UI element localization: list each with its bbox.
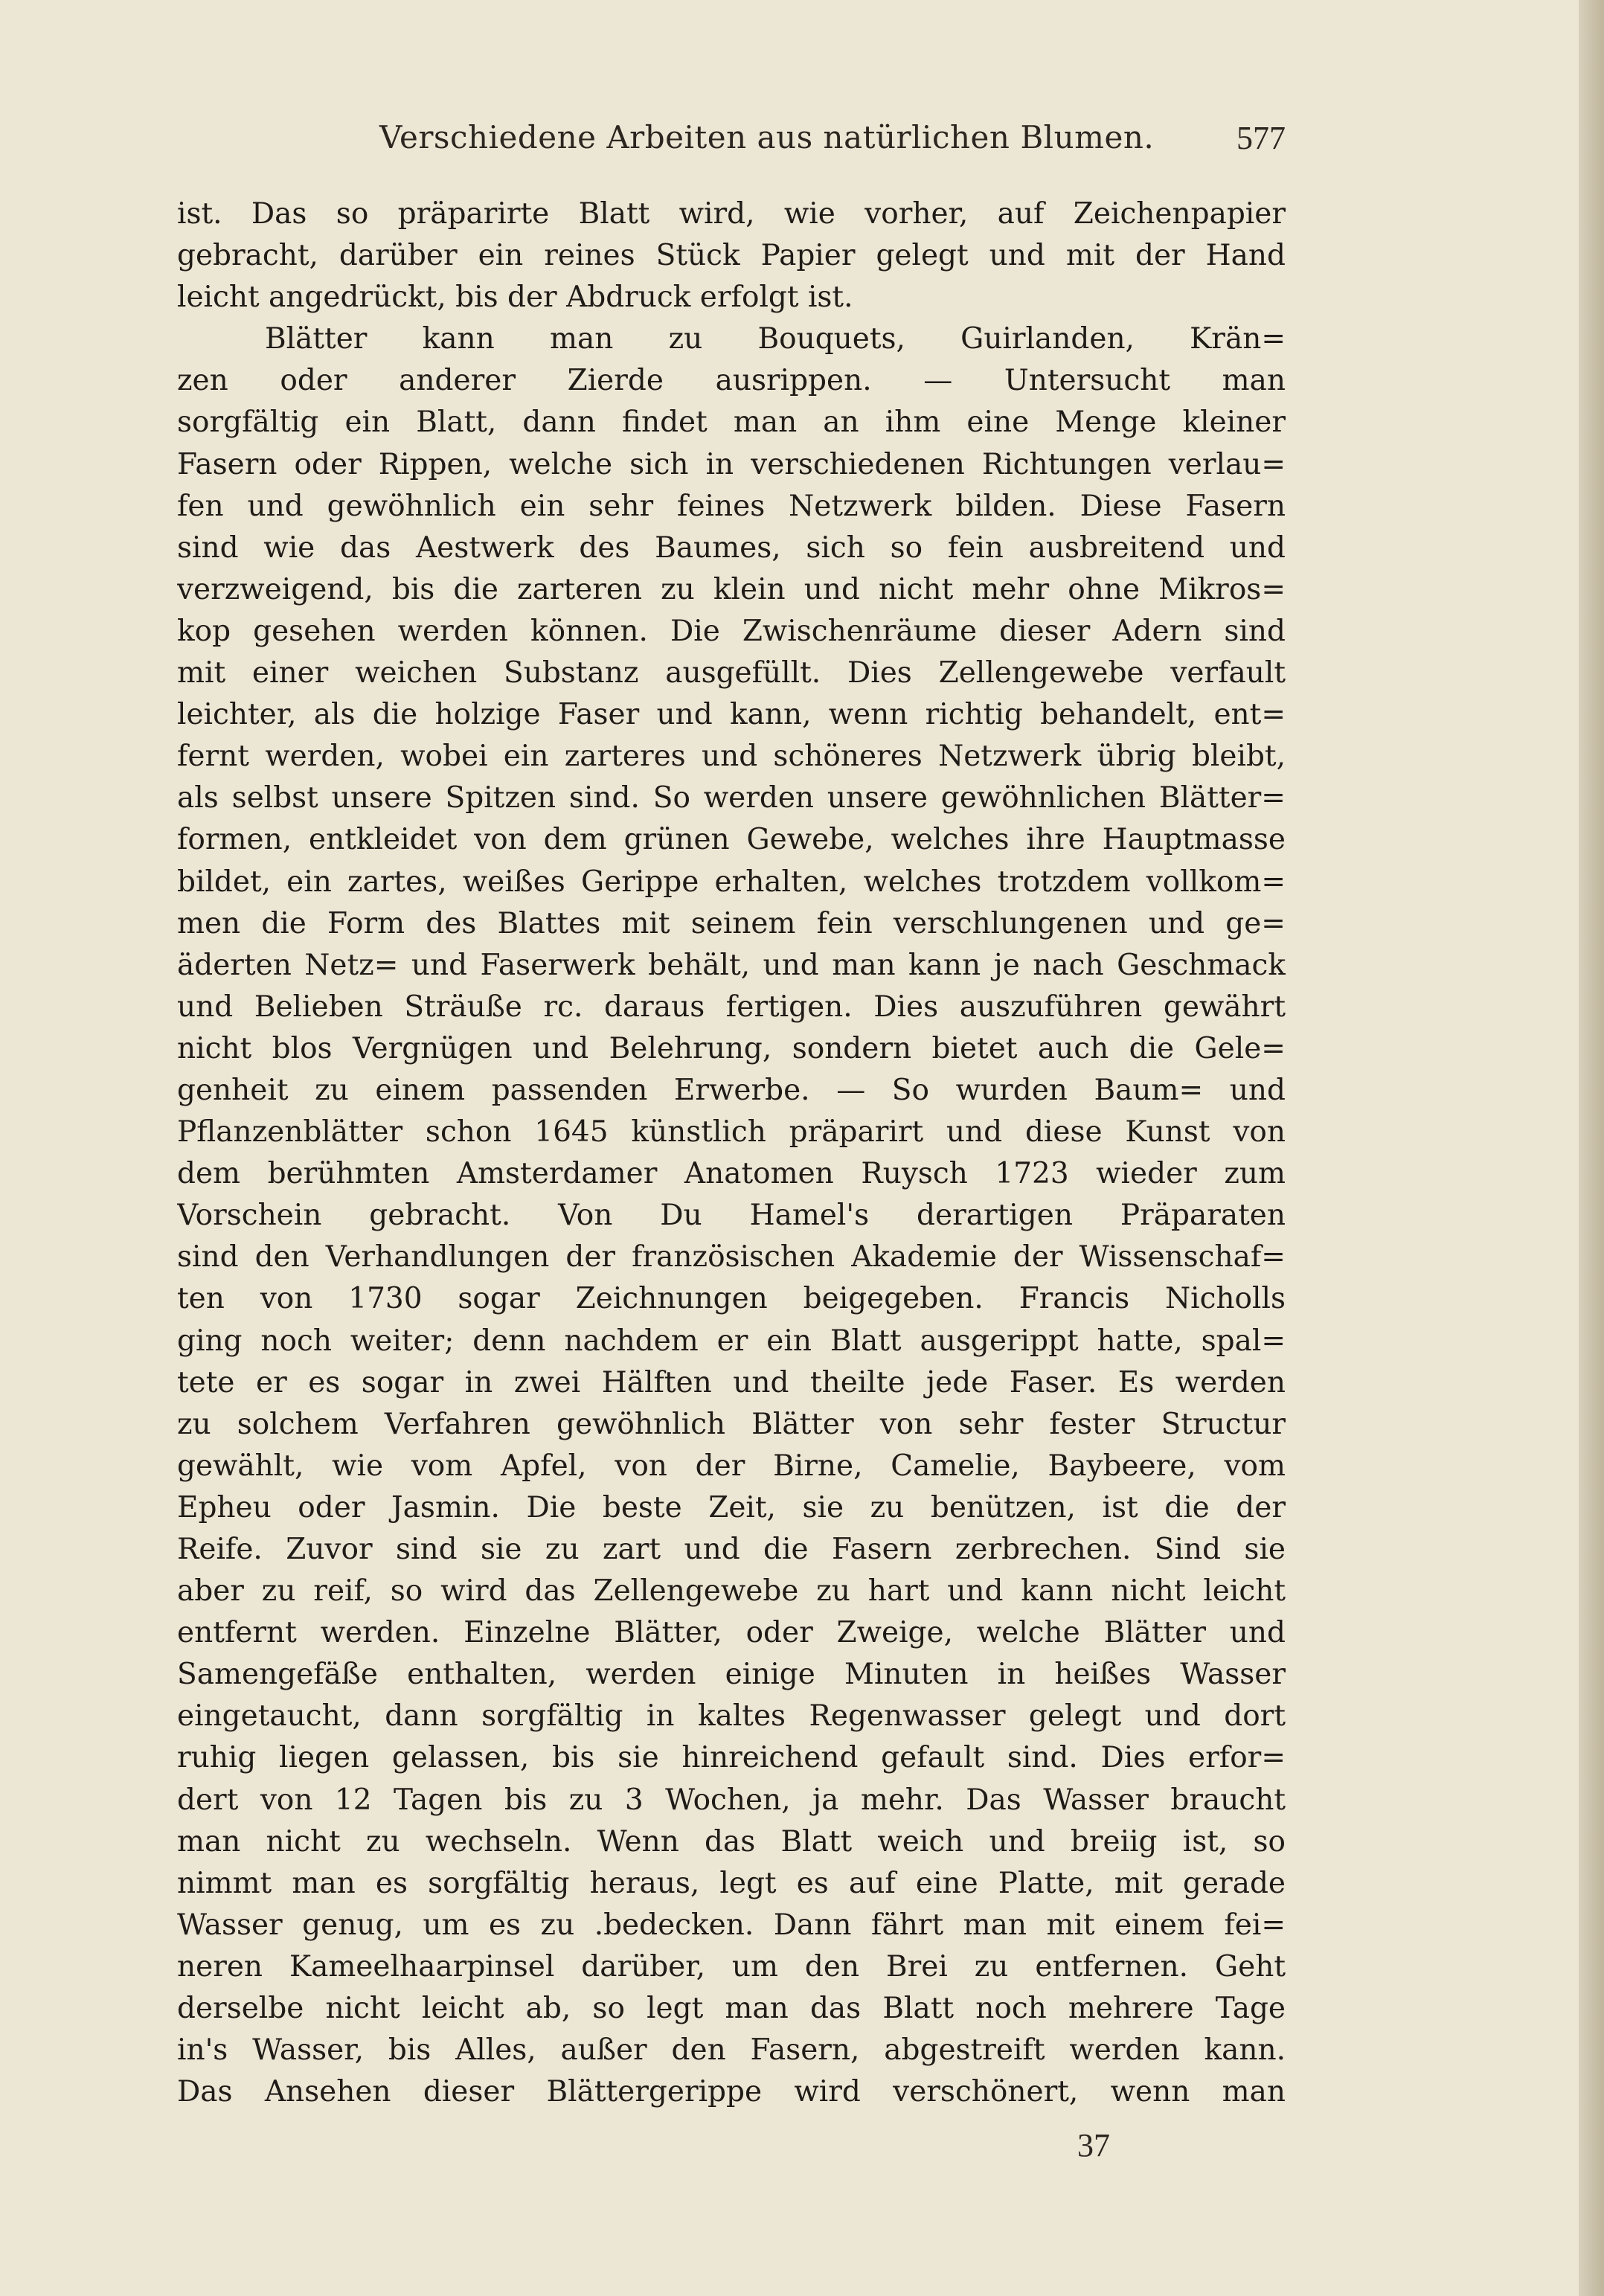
body-text (177, 193, 1286, 2113)
text-line: neren Kameelhaarpinsel darüber, um den Brei zu entfernen. Geht (177, 1949, 1286, 1984)
text-line: Das Ansehen dieser Blättergerippe wird verschönert, wenn man (177, 2075, 1286, 2109)
text-line: man nicht zu wechseln. Wenn das Blatt weich und breiig ist, so (177, 1824, 1286, 1859)
text-line: verzweigend, bis die zarteren zu klein und nicht mehr ohne Mikros= (177, 572, 1286, 606)
text-line: bildet, ein zartes, weißes Gerippe erhalten, welches trotzdem vollkom= (177, 865, 1286, 899)
text-line: gewählt, wie vom Apfel, von der Birne, Camelie, Baybeere, vom (177, 1449, 1286, 1483)
text-line: dem berühmten Amsterdamer Anatomen Ruysch 1723 wieder zum (177, 1157, 1286, 1191)
text-line: als selbst unsere Spitzen sind. So werden unsere gewöhnlichen Blätter= (177, 781, 1286, 815)
page-number: 577 (1236, 120, 1286, 156)
text-line: derselbe nicht leicht ab, so legt man das Blatt noch mehrere Tage (177, 1992, 1286, 2026)
text-line: eingetaucht, dann sorgfältig in kaltes Regenwasser gelegt und dort (177, 1699, 1286, 1734)
signature-mark: 37 (1077, 2127, 1110, 2164)
text-line: zen oder anderer Zierde ausrippen. — Untersucht man (177, 364, 1286, 398)
text-line: aber zu reif, so wird das Zellengewebe zu hart und kann nicht leicht (177, 1574, 1286, 1609)
running-head (177, 119, 1286, 164)
text-line: Wasser genug, um es zu .bedecken. Dann fährt man mit einem fei= (177, 1908, 1286, 1942)
text-line: entfernt werden. Einzelne Blätter, oder Zweige, welche Blätter und (177, 1616, 1286, 1650)
text-line: Blätter kann man zu Bouquets, Guirlanden, Krän= (265, 322, 1286, 356)
text-line: genheit zu einem passenden Erwerbe. — So wurden Baum= und (177, 1073, 1286, 1107)
text-line: und Belieben Sträuße rc. daraus fertigen. Dies auszuführen gewährt (177, 990, 1286, 1024)
text-line: sind wie das Aestwerk des Baumes, sich so fein ausbreitend und (177, 530, 1286, 565)
text-line: Epheu oder Jasmin. Die beste Zeit, sie zu benützen, ist die der (177, 1490, 1286, 1524)
page-edge (1579, 0, 1604, 2296)
text-line: leichter, als die holzige Faser und kann, wenn richtig behandelt, ent= (177, 698, 1286, 732)
text-line: tete er es sogar in zwei Hälften und theilte jede Faser. Es werden (177, 1365, 1286, 1399)
text-line: gebracht, darüber ein reines Stück Papier gelegt und mit der Hand (177, 239, 1286, 273)
text-line: kop gesehen werden können. Die Zwischenräume dieser Adern sind (177, 614, 1286, 648)
text-line: ging noch weiter; denn nachdem er ein Blatt ausgerippt hatte, spal= (177, 1324, 1286, 1358)
text-line: men die Form des Blattes mit seinem fein verschlungenen und ge= (177, 906, 1286, 940)
text-line: Fasern oder Rippen, welche sich in verschiedenen Richtungen verlau= (177, 447, 1286, 481)
text-line: sind den Verhandlungen der französischen Akademie der Wissenschaf= (177, 1240, 1286, 1274)
text-line: in's Wasser, bis Alles, außer den Fasern, abgestreift werden kann. (177, 2033, 1286, 2068)
text-line: nimmt man es sorgfältig heraus, legt es auf eine Platte, mit gerade (177, 1866, 1286, 1900)
text-line: sorgfältig ein Blatt, dann findet man an ihm eine Menge kleiner (177, 405, 1286, 440)
text-line: ist. Das so präparirte Blatt wird, wie vorher, auf Zeichenpapier (177, 197, 1286, 231)
text-line: fernt werden, wobei ein zarteres und schöneres Netzwerk übrig bleibt, (177, 740, 1286, 774)
running-title: Verschiedene Arbeiten aus natürlichen Blumen. (379, 119, 1155, 155)
text-line: Reife. Zuvor sind sie zu zart und die Fasern zerbrechen. Sind sie (177, 1533, 1286, 1566)
text-line: Pflanzenblätter schon 1645 künstlich präparirt und diese Kunst von (177, 1115, 1286, 1149)
text-line: fen und gewöhnlich ein sehr feines Netzwerk bilden. Diese Fasern (177, 489, 1286, 523)
text-line: Samengefäße enthalten, werden einige Minuten in heißes Wasser (177, 1658, 1286, 1692)
text-line: leicht angedrückt, bis der Abdruck erfolgt ist. (177, 280, 853, 315)
text-line: dert von 12 Tagen bis zu 3 Wochen, ja mehr. Das Wasser braucht (177, 1783, 1286, 1817)
text-line: formen, entkleidet von dem grünen Gewebe, welches ihre Hauptmasse (177, 823, 1286, 857)
text-line: nicht blos Vergnügen und Belehrung, sondern bietet auch die Gele= (177, 1031, 1286, 1065)
text-line: ruhig liegen gelassen, bis sie hinreichend gefault sind. Dies erfor= (177, 1741, 1286, 1775)
text-line: mit einer weichen Substanz ausgefüllt. Dies Zellengewebe verfault (177, 656, 1286, 690)
text-line: ten von 1730 sogar Zeichnungen beigegeben. Francis Nicholls (177, 1282, 1286, 1316)
text-line: Vorschein gebracht. Von Du Hamel's derartigen Präparaten (177, 1199, 1286, 1233)
text-line: äderten Netz= und Faserwerk behält, und man kann je nach Geschmack (177, 948, 1286, 982)
text-line: zu solchem Verfahren gewöhnlich Blätter von sehr fester Structur (177, 1407, 1286, 1441)
